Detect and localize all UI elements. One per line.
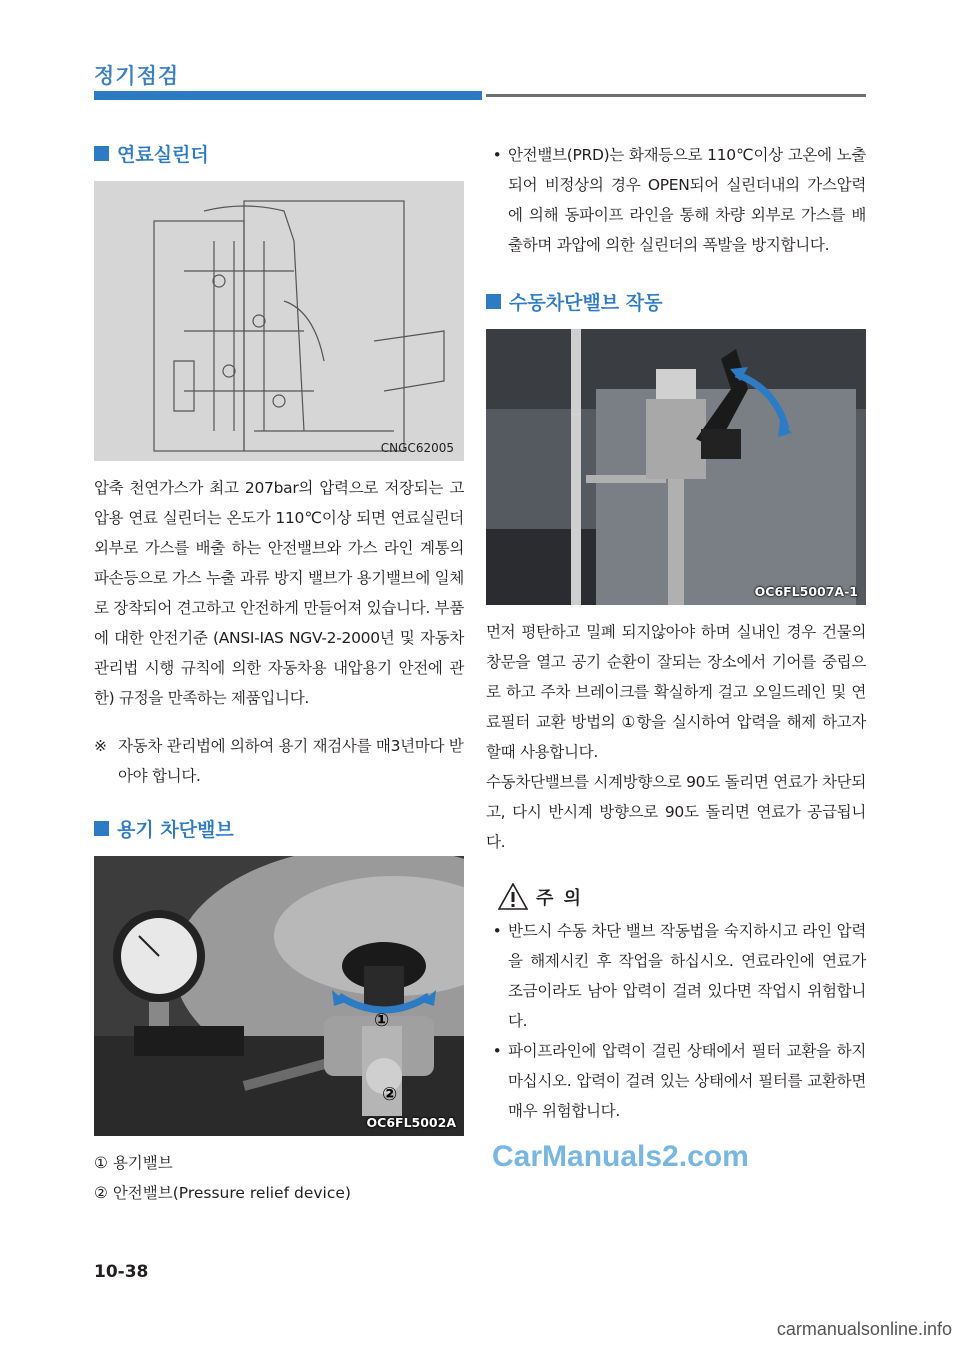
section-square-icon <box>486 294 501 309</box>
caution-title: 주 의 <box>536 887 584 909</box>
section-square-icon <box>94 146 109 161</box>
carmanuals-watermark: CarManuals2.com <box>492 1140 749 1173</box>
callout-label-2: ② <box>382 1084 398 1105</box>
bullet-dot: • <box>492 1042 502 1060</box>
figure-code: OC6FL5007A-1 <box>754 584 858 599</box>
bullet-dot: • <box>492 922 502 940</box>
section-title-manual-shutoff: 수동차단밸브 작동 <box>486 288 866 315</box>
prd-bullet: • 안전밸브(PRD)는 화재등으로 110℃이상 고온에 노출되어 비정상의 경우 OPEN되어 실린더내의 가스압력에 의해 동파이프 라인을 통해 차량 외부로 가스를 배출하며 과압에 의한 실린더의 폭발을 방지합니다. <box>486 140 866 260</box>
section-square-icon <box>94 821 109 836</box>
right-column <box>486 140 866 1126</box>
figure-manual-shutoff-valve <box>486 329 866 605</box>
manual-shutoff-instructions: 먼저 평탄하고 밀폐 되지않아야 하며 실내인 경우 건물의 창문을 열고 공기 순환이 잘되는 장소에서 기어를 중립으로 하고 주차 브레이크를 확실하게 걸고 오일드레인 및 연료필터 교환 방법의 ①항을 실시하여 압력을 해제 하고자 할때 사용합니다. <box>486 623 866 761</box>
manual-shutoff-operation: 수동차단밸브를 시계방향으로 90도 돌리면 연료가 차단되고, 다시 반시계 방향으로 90도 돌리면 연료가 공급됩니다. <box>486 773 866 851</box>
caution-bullet-1: • 반드시 수동 차단 밸브 작동법을 숙지하시고 라인 압력을 해제시킨 후 작업을 하십시오. 연료라인에 연료가 조금이라도 남아 압력이 걸려 있다면 작업시 위험합니다. <box>486 916 866 1036</box>
figure-fuel-cylinder <box>94 181 464 461</box>
section-title-cylinder-shutoff: 용기 차단밸브 <box>94 815 464 842</box>
figure-code: CNGC62005 <box>380 441 454 455</box>
caption-container-valve: ① 용기밸브 <box>94 1154 173 1172</box>
figure-code: OC6FL5002A <box>366 1115 456 1130</box>
caution-bullet-2: • 파이프라인에 압력이 걸린 상태에서 필터 교환을 하지마십시오. 압력이 걸려 있는 상태에서 필터를 교환하면 매우 위험합니다. <box>486 1036 866 1126</box>
fuel-cylinder-diagram <box>94 181 464 461</box>
bullet-dot: • <box>492 146 502 164</box>
section-title-fuel-cylinder: 연료실린더 <box>94 140 464 167</box>
page-number: 10-38 <box>94 1262 149 1282</box>
footer-watermark: carmanualsonline.info <box>776 1319 952 1339</box>
fuel-cylinder-description: 압축 천연가스가 최고 207bar의 압력으로 저장되는 고압용 연료 실린더는 온도가 110℃이상 되면 연료실린더 외부로 가스를 배출 하는 안전밸브와 가스 라인 계통의 파손등으로 가스 누출 과류 방지 밸브가 용기밸브에 일체로 장착되어 견고하고 안전하게 만들어져 있습니다. 부품에 대한 안전기준 (ANSI-IAS NGV-2-2000년 및 자동차 관리법 시행 규칙에 의한 자동차용 내압용기 안전에 관한) 규정을 만족하는 제품입니다. <box>94 479 464 707</box>
caption-pressure-relief-valve: ② 안전밸브(Pressure relief device) <box>94 1184 351 1202</box>
inspection-note: ※ 자동차 관리법에 의하여 용기 재검사를 매3년마다 받아야 합니다. <box>94 731 464 791</box>
caution-header <box>498 883 866 910</box>
header-bar-gray <box>486 94 866 97</box>
page-header-title: 정기점검 <box>94 64 180 88</box>
reference-mark: ※ <box>94 737 107 755</box>
callout-label-1: ① <box>374 1010 390 1031</box>
header-bar-blue <box>94 91 482 100</box>
cylinder-valve-photo <box>94 856 464 1136</box>
manual-shutoff-valve-photo <box>486 329 866 605</box>
warning-triangle-icon <box>498 883 528 910</box>
left-column <box>94 140 464 1208</box>
figure-cylinder-valve <box>94 856 464 1136</box>
